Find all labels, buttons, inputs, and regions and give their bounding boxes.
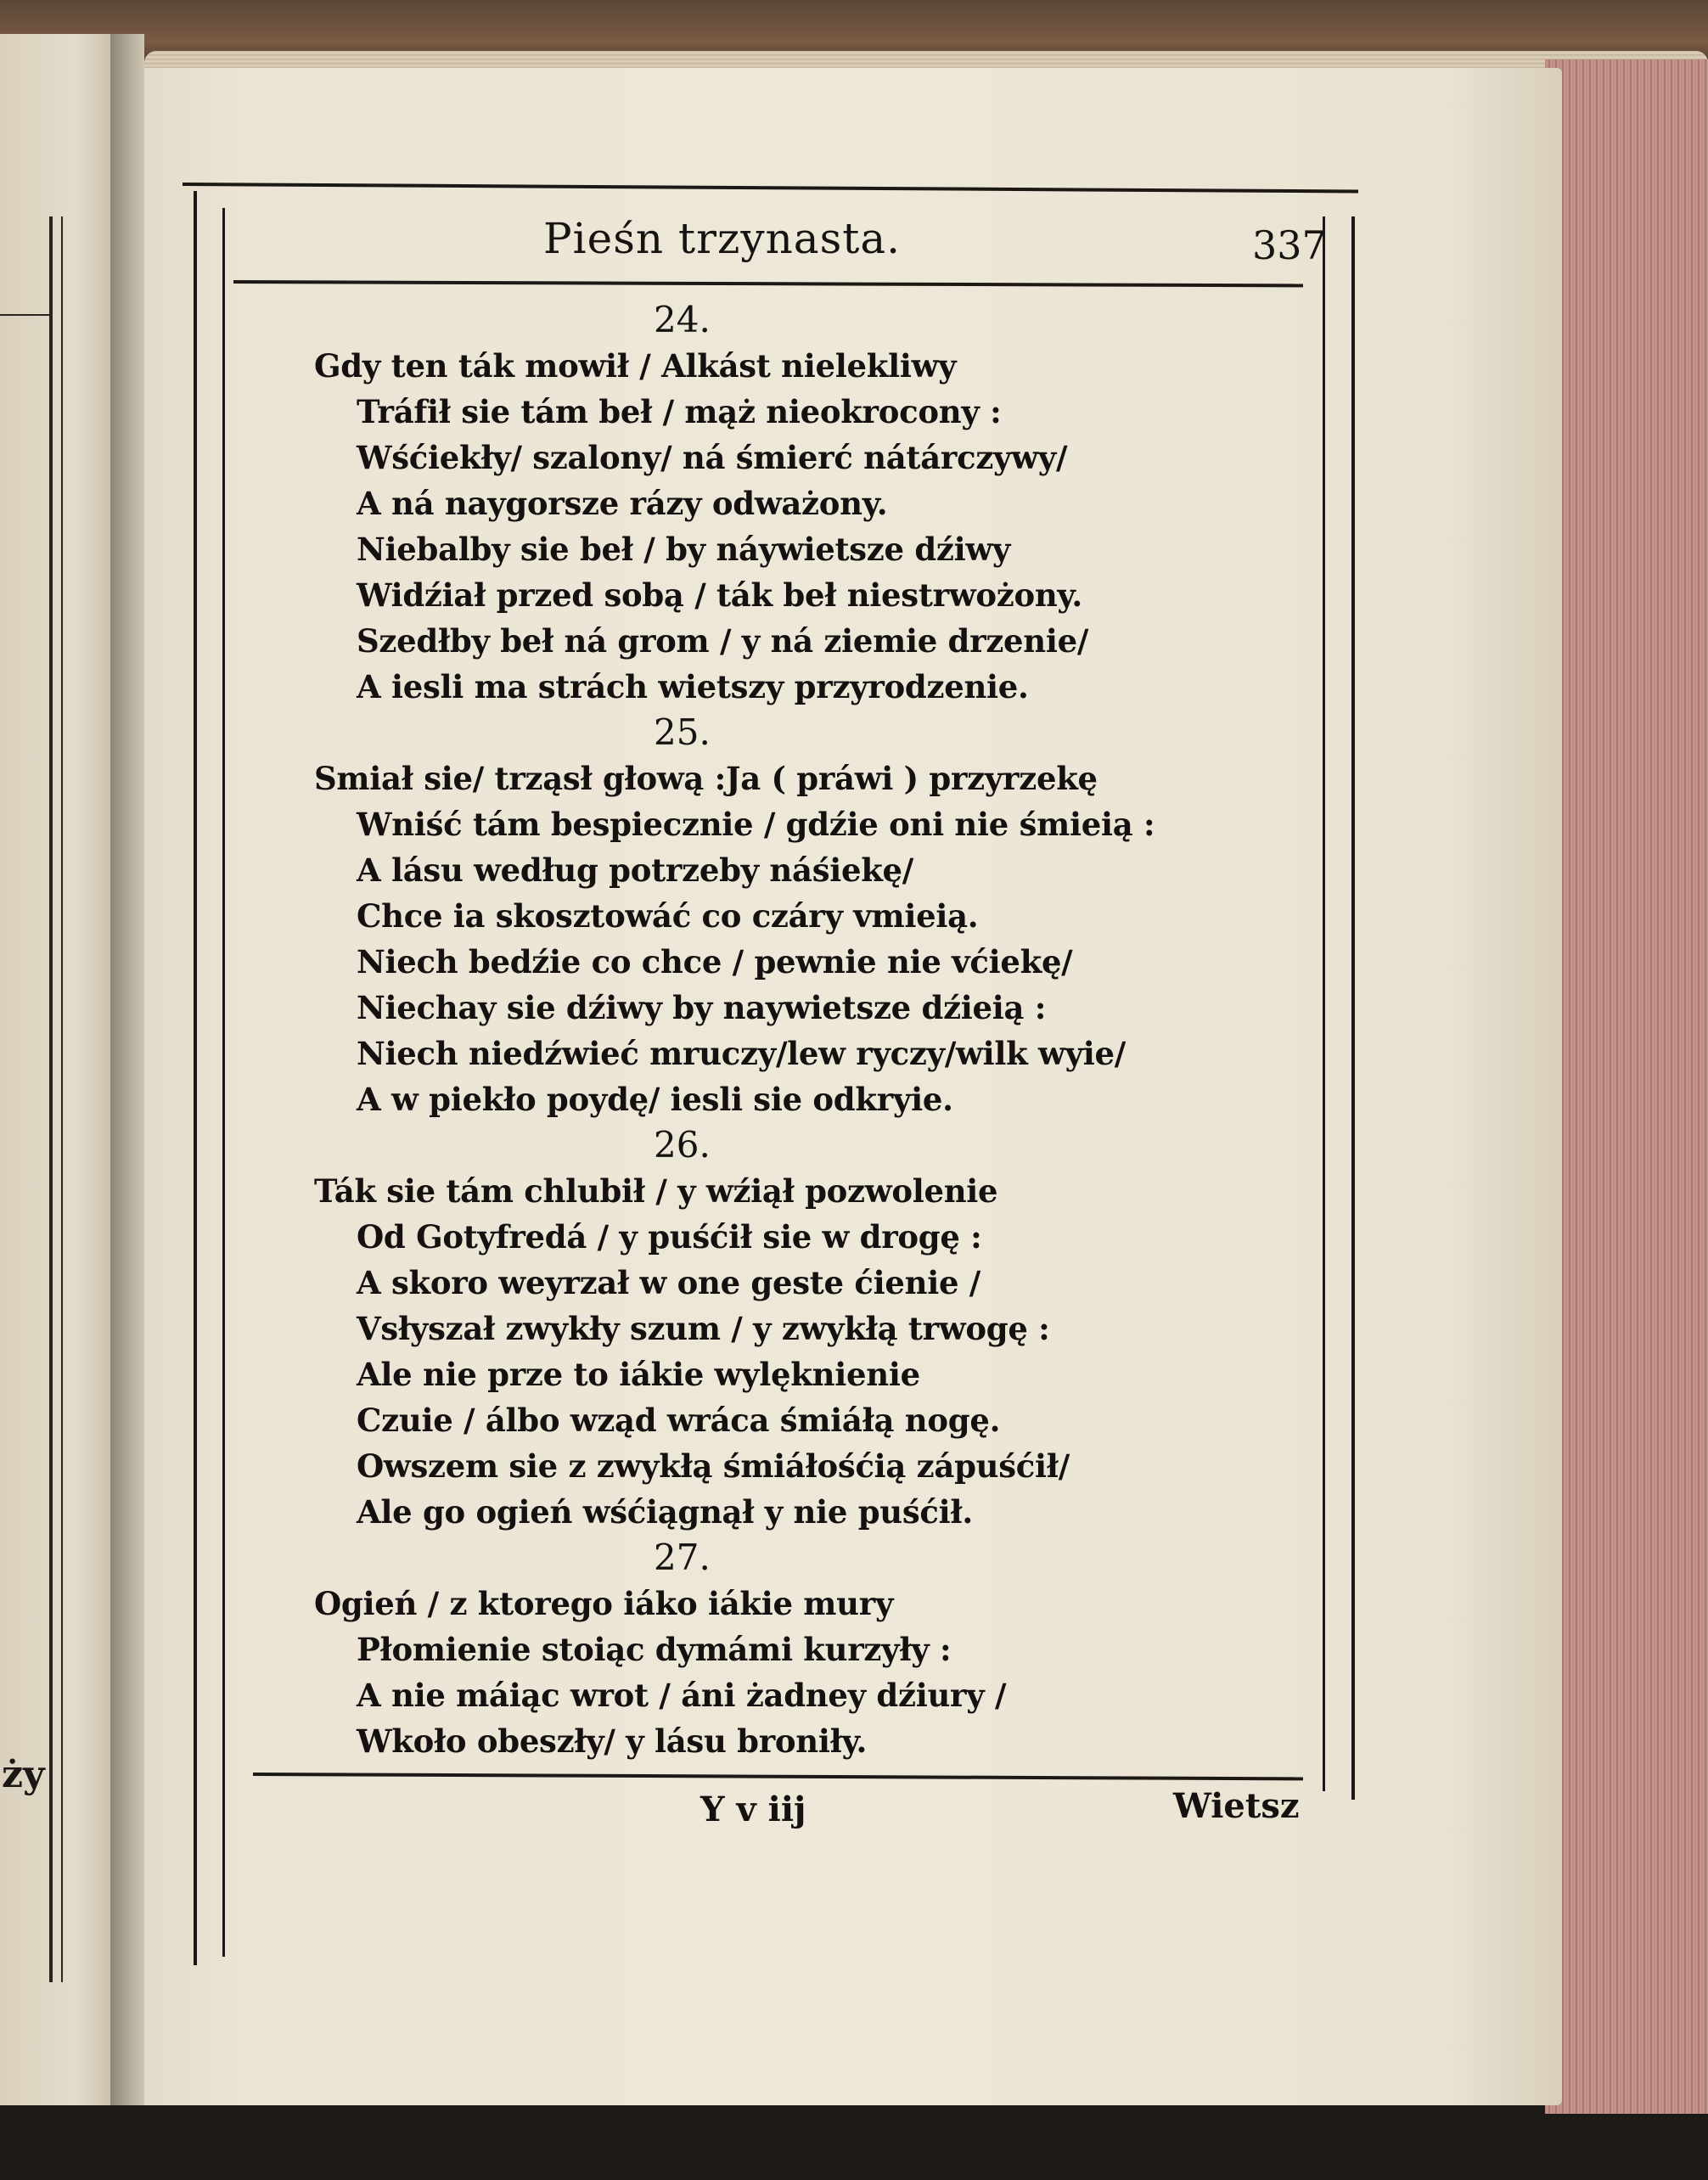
verse-line: Czuie / álbo wząd wráca śmiáłą nogę. [357, 1402, 1001, 1439]
page-edges-right [1545, 59, 1708, 2114]
verse-line: A w piekło poydę/ iesli sie odkryie. [357, 1081, 953, 1118]
verse-line: A skoro weyrzał w one geste ćienie / [357, 1264, 980, 1301]
stanza-number: 26. [654, 1124, 711, 1166]
verse-line: Ale nie prze to iákie wylęknienie [357, 1356, 920, 1393]
verse-line: Niech bedźie co chce / pewnie nie vćiekę/ [357, 943, 1073, 980]
page-number: 337 [1252, 222, 1327, 268]
verse-line: Gdy ten ták mowił / Alkást nielekliwy [314, 347, 957, 385]
poem-text [314, 297, 1333, 1764]
stanza-number: 24. [654, 299, 711, 340]
frame-right-outer-rule [1351, 216, 1355, 1800]
verse-line: A iesli ma strách wietszy przyrodzenie. [357, 668, 1029, 705]
verse-line: Od Gotyfredá / y puśćił sie w drogę : [357, 1218, 982, 1256]
verse-line: Szedłby beł ná grom / y ná ziemie drzenie/ [357, 622, 1089, 660]
left-page-frame-rule-inner [61, 216, 63, 1982]
verse-line: Smiał sie/ trząsł głową :Ja ( práwi ) przyrzekę [314, 760, 1098, 797]
frame-left-outer-rule [194, 191, 197, 1965]
frame-left-inner-rule [222, 208, 225, 1957]
verse-line: Wśćiekły/ szalony/ ná śmierć nátárczywy/ [357, 439, 1068, 476]
verse-line: Widźiał przed sobą / ták beł niestrwożony. [357, 576, 1082, 614]
left-page-fragment: ży [2, 1753, 45, 1796]
left-page [0, 34, 127, 2105]
running-title: Pieśn trzynasta. [543, 214, 902, 263]
signature-mark: Y v iij [700, 1790, 806, 1829]
verse-line: Tráfił sie tám beł / mąż nieokrocony : [357, 393, 1002, 430]
verse-line: Owszem sie z zwykłą śmiáłośćią zápuśćił/ [357, 1447, 1070, 1485]
left-page-frame-rule [49, 216, 53, 1982]
verse-line: Niech niedźwieć mruczy/lew ryczy/wilk wyie/ [357, 1035, 1126, 1072]
verse-line: Ogień / z ktorego iáko iákie mury [314, 1585, 894, 1622]
page-gutter [110, 34, 144, 2105]
verse-line: Vsłyszał zwykły szum / y zwykłą trwogę : [357, 1310, 1050, 1347]
verse-line: A lásu według potrzeby náśiekę/ [357, 851, 914, 889]
verse-line: A ná naygorsze rázy odważony. [357, 485, 888, 522]
verse-line: Chce ia skosztowáć co czáry vmieią. [357, 897, 979, 935]
catchword: Wietsz [1173, 1786, 1300, 1826]
verse-line: Wkoło obeszły/ y lásu broniły. [357, 1722, 868, 1760]
left-page-header-rule [0, 314, 51, 316]
verse-line: A nie máiąc wrot / áni żadney dźiury / [357, 1677, 1007, 1714]
verse-line: Ale go ogień wśćiągnął y nie puśćił. [357, 1493, 973, 1531]
verse-line: Ták sie tám chlubił / y wźiął pozwolenie [314, 1172, 998, 1210]
verse-line: Niechay sie dźiwy by naywietsze dźieią : [357, 989, 1047, 1026]
stanza-number: 27. [654, 1537, 711, 1578]
verse-line: Niebalby sie beł / by náywietsze dźiwy [357, 531, 1011, 568]
verse-line: Wniść tám bespiecznie / gdźie oni nie śmieią : [357, 806, 1155, 843]
verse-line: Płomienie stoiąc dymámi kurzyły : [357, 1631, 952, 1668]
stanza-number: 25. [654, 711, 711, 753]
